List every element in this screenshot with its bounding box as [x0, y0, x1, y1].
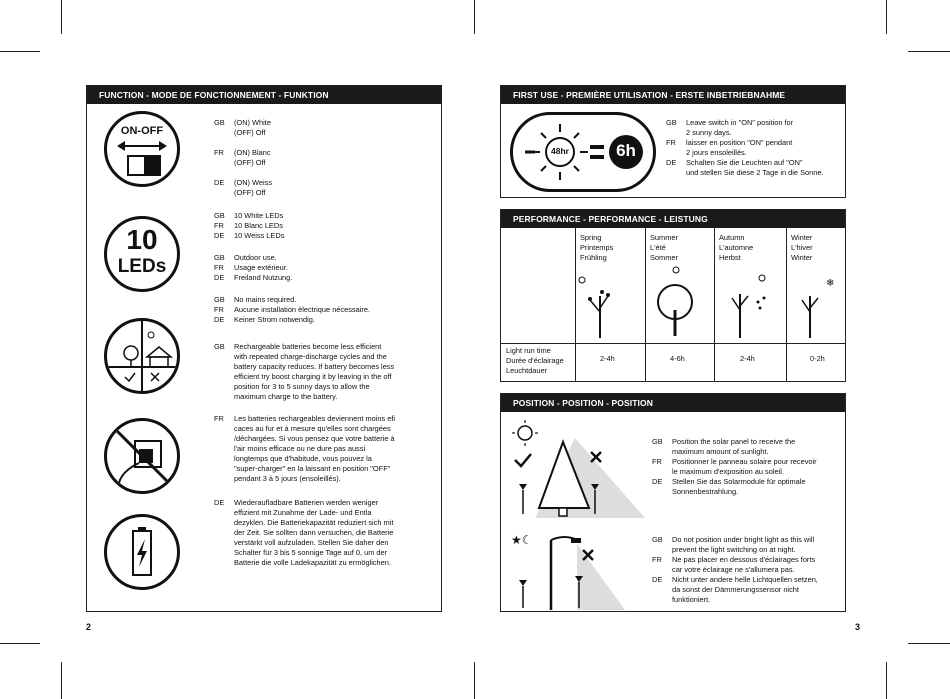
runtime-winter: 0-2h [810, 354, 825, 363]
lang-code: DE [214, 498, 225, 507]
season-winter: Winter L'hiver Winter [791, 233, 813, 262]
lang-text: Les batteries rechargeables deviennent moins efi caces au fur et à mesure qu'elles sont chargées /déchargées. Si vous pensez que votre batterie à l'air moins efficace ou ne dure pas aussi longtemps que d'habitude, vous pouvez la "super-charger" en la laissant en position "OFF" pendant 3 à 5 jours (ensoleillés). [234, 414, 396, 483]
position-description-light [652, 535, 818, 605]
runtime-autumn: 2-4h [740, 354, 755, 363]
lang-text: 10 White LEDs [234, 211, 284, 220]
lang-text: Wiederaufladbare Batterien werden weniger effizient mit Zunahme der Lade- und Entla dezyklen. Die Batteriekapazität reduziert sich mit der Zeit. Sie sollten dann versuchen, die Batterie verstärkt voll aufzuladen. Stellen Sie daher den Schalter für 3 bis 5 sonnige Tage auf 0, um der Batterie die volle Ladekapazität zu ermöglichen. [234, 498, 394, 567]
autumn-tree-icon [724, 272, 774, 342]
season-summer: Summer L'été Sommer [650, 233, 678, 262]
lang-text: Leave switch in "ON" position for 2 sunny days. [686, 118, 794, 137]
battery-description-de [214, 498, 393, 568]
season-spring: Spring Printemps Frühling [580, 233, 614, 262]
outdoor-use-icon [104, 318, 180, 394]
perf-row-divider [500, 343, 846, 344]
lang-code: GB [652, 437, 663, 446]
leds-description [214, 211, 284, 241]
battery-description-gb [214, 342, 394, 402]
plug-icon [107, 421, 177, 491]
lang-code: FR [666, 138, 676, 147]
spring-tree-icon [576, 272, 616, 342]
position-title: POSITION - POSITION - POSITION [501, 394, 845, 412]
lang-text: 10 Weiss LEDs [234, 231, 285, 240]
lang-text: Keiner Strom notwendig. [234, 315, 315, 324]
leds-count: 10 [126, 224, 158, 255]
on-off-switch-icon [104, 111, 180, 187]
first-use-title: FIRST USE - PREMIÈRE UTILISATION - ERSTE INBETRIEBNAHME [501, 86, 845, 104]
crop-mark [886, 0, 887, 34]
lang-code: DE [652, 477, 663, 486]
lang-code: FR [214, 221, 224, 230]
lang-text: Stellen Sie das Solarmodule für optimale Sonnenbestrahlung. [672, 477, 806, 496]
perf-divider [786, 227, 787, 382]
svg-text:❄: ❄ [826, 278, 835, 289]
battery-charge-icon [104, 514, 180, 590]
lang-code: FR [214, 148, 224, 157]
lang-text: Usage extérieur. [234, 263, 288, 272]
crop-mark [0, 51, 40, 52]
run-time-label: Light run time Durée d'éclairage Leuchtdauer [506, 346, 564, 375]
lang-code: DE [666, 158, 677, 167]
lang-text: Outdoor use. [234, 253, 277, 262]
crop-mark [474, 662, 475, 699]
lang-text: No mains required. [234, 295, 297, 304]
lang-code: FR [214, 263, 224, 272]
runtime-hours-label: 6h [616, 141, 636, 160]
page-number-left: 2 [86, 622, 92, 632]
svg-text:★☾: ★☾ [511, 533, 533, 547]
lang-code: GB [214, 118, 225, 127]
on-off-description [214, 118, 272, 198]
lang-text: Nicht unter andere helle Lichtquellen setzen, da sonst der Dämmerungssensor nicht funktioniert. [672, 575, 818, 604]
on-off-label: ON-OFF [120, 125, 164, 137]
lang-code: GB [214, 342, 225, 351]
lang-text: Aucune installation électrique nécessaire. [234, 305, 370, 314]
performance-title: PERFORMANCE - PERFORMANCE - LEISTUNG [501, 210, 845, 228]
crop-mark [0, 643, 40, 644]
lang-text: Freiland Nutzung. [234, 273, 293, 282]
crop-mark [61, 0, 62, 34]
lang-code: GB [214, 253, 225, 262]
lang-text: (ON) Blanc (OFF) Off [234, 148, 271, 167]
crop-mark [474, 0, 475, 34]
lang-text: Schalten Sie die Leuchten auf "ON" und stellen Sie diese 2 Tage in die Sonne. [686, 158, 824, 177]
lang-text: (ON) White (OFF) Off [234, 118, 271, 137]
bad-position-illustration [505, 526, 645, 612]
lang-code: GB [666, 118, 677, 127]
lang-code: FR [214, 305, 224, 314]
lang-code: FR [214, 414, 224, 423]
lang-text: (ON) Weiss (OFF) Off [234, 178, 273, 197]
lang-text: 10 Blanc LEDs [234, 221, 283, 230]
first-use-description [666, 118, 824, 178]
sun-hours-label: 48hr [551, 146, 569, 156]
lang-code: GB [214, 295, 225, 304]
lang-code: FR [652, 457, 662, 466]
perf-divider [645, 227, 646, 382]
lang-code: DE [214, 273, 225, 282]
page-number-right: 3 [855, 622, 861, 632]
lang-text: Do not position under bright light as this will prevent the light switching on at night. [672, 535, 815, 554]
lang-code: DE [214, 315, 225, 324]
no-mains-plug-icon [104, 418, 180, 494]
lang-text: Ne pas placer en dessous d'éclairages forts car votre éclairage ne s'allumera pas. [672, 555, 816, 574]
lang-text: Positionner le panneau solaire pour recevoir le maximum d'exposition au soleil. [672, 457, 817, 476]
lang-text: Position the solar panel to receive the maximum amount of sunlight. [672, 437, 796, 456]
lang-code: GB [214, 211, 225, 220]
position-description-sun [652, 437, 817, 497]
tree-house-icon [107, 321, 177, 391]
runtime-summer: 4-6h [670, 354, 685, 363]
lang-code: GB [652, 535, 663, 544]
runtime-spring: 2-4h [600, 354, 615, 363]
mains-description [214, 295, 370, 325]
lang-text: laisser en position "ON" pendant 2 jours ensoleillés. [686, 138, 793, 157]
good-position-illustration [505, 418, 645, 518]
leds-word: LEDs [117, 256, 167, 277]
summer-tree-icon [650, 264, 700, 336]
lang-code: DE [652, 575, 663, 584]
lang-code: DE [214, 231, 225, 240]
crop-mark [886, 662, 887, 699]
lang-code: FR [652, 555, 662, 564]
lang-code: DE [214, 178, 225, 187]
season-autumn: Autumn L'automne Herbst [719, 233, 754, 262]
perf-divider [714, 227, 715, 382]
ten-leds-icon [104, 216, 180, 292]
crop-mark [61, 662, 62, 699]
function-title: FUNCTION - MODE DE FONCTIONNEMENT - FUNKTION [87, 86, 441, 104]
crop-mark [908, 51, 950, 52]
crop-mark [908, 643, 950, 644]
outdoor-description [214, 253, 292, 283]
battery-icon [107, 517, 177, 587]
lang-text: Rechargeable batteries become less efficient with repeated charge-discharge cycles and the battery capacity reduces. If battery becomes less efficient try boost charging it by leaving in the off position for 3 to 5 sunny days to allow the maximum charge to the battery. [234, 342, 395, 401]
double-arrow-icon [117, 141, 167, 151]
winter-tree-icon [796, 272, 846, 342]
first-use-pill [510, 112, 656, 192]
battery-description-fr [214, 414, 395, 484]
switch-box-icon [127, 155, 161, 176]
